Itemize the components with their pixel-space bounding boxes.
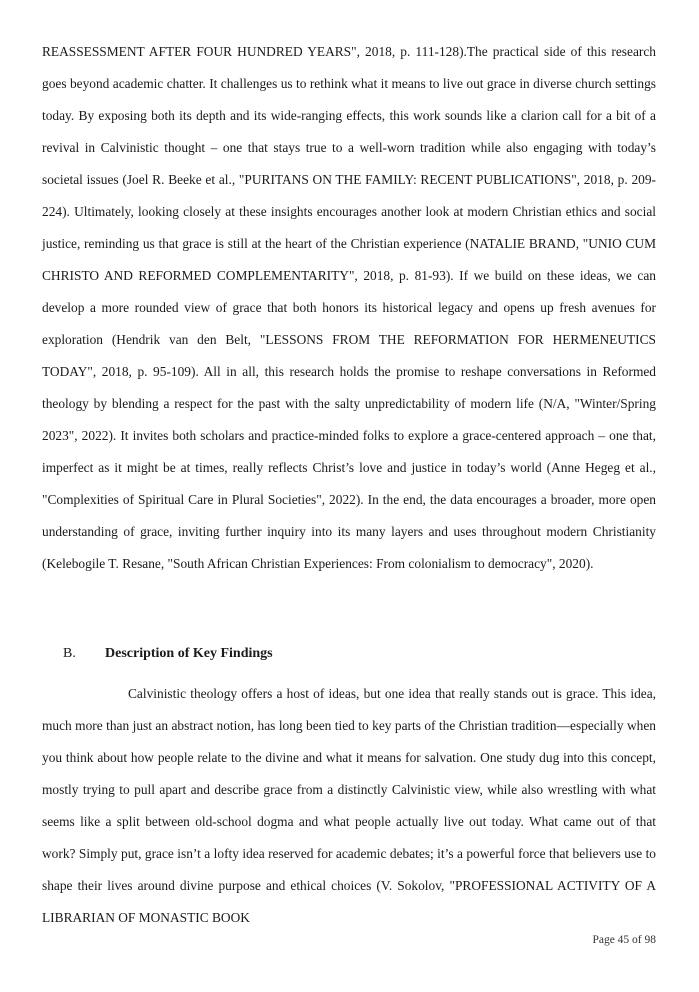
section-heading — [42, 638, 656, 670]
section-title: Description of Key Findings — [105, 646, 273, 661]
body-paragraph: REASSESSMENT AFTER FOUR HUNDRED YEARS", 2018, p. 111-128).The practical side of this research goes beyond academic chatter. It challenges us to rethink what it means to live out grace in diverse church settings today. By exposing both its depth and its wide-ranging effects, this work sounds like a clarion call for a bit of a revival in Calvinistic thought – one that stays true to a well-worn tradition while also engaging with today’s societal issues (Joel R. Beeke et al., "PURITANS ON THE FAMILY: RECENT PUBLICATIONS", 2018, p. 209-224). Ultimately, looking closely at these insights encourages another look at modern Christian ethics and social justice, reminding us that grace is still at the heart of the Christian experience (NATALIE BRAND, "UNIO CUM CHRISTO AND REFORMED COMPLEMENTARITY", 2018, p. 81-93). If we build on these ideas, we can develop a more rounded view of grace that both honors its historical legacy and opens up fresh avenues for exploration (Hendrik van den Belt, "LESSONS FROM THE REFORMATION FOR HERMENEUTICS TODAY", 2018, p. 95-109). All in all, this research holds the promise to reshape conversations in Reformed theology by blending a respect for the past with the salty unpredictability of modern life (N/A, "Winter/Spring 2023", 2022). It invites both scholars and practice-minded folks to explore a grace-centered approach – one that, imperfect as it might be at times, really reflects Christ’s love and justice in today’s world (Anne Hegeg et al., "Complexities of Spiritual Care in Plural Societies", 2022). In the end, the data encourages a broader, more open understanding of grace, inviting further inquiry into its many layers and uses throughout modern Christianity (Kelebogile T. Resane, "South African Christian Experiences: From colonialism to democracy", 2020). — [42, 44, 656, 571]
section-letter: B. — [63, 646, 76, 661]
page-number: Page 45 of 98 — [592, 934, 656, 946]
body-paragraph: Calvinistic theology offers a host of ideas, but one idea that really stands out is grace. This idea, much more than just an abstract notion, has long been tied to key parts of the Christian tradition—especially when you think about how people relate to the divine and what it means for salvation. One study dug into this concept, mostly trying to pull apart and describe grace from a distinctly Calvinistic view, while also wrestling with what seems like a split between old-school dogma and what people actually live out today. What came out of that work? Simply put, grace isn’t a lofty idea reserved for academic debates; it’s a powerful force that believers use to shape their lives around divine purpose and ethical choices (V. Sokolov, "PROFESSIONAL ACTIVITY OF A LIBRARIAN OF MONASTIC BOOK — [42, 686, 656, 925]
